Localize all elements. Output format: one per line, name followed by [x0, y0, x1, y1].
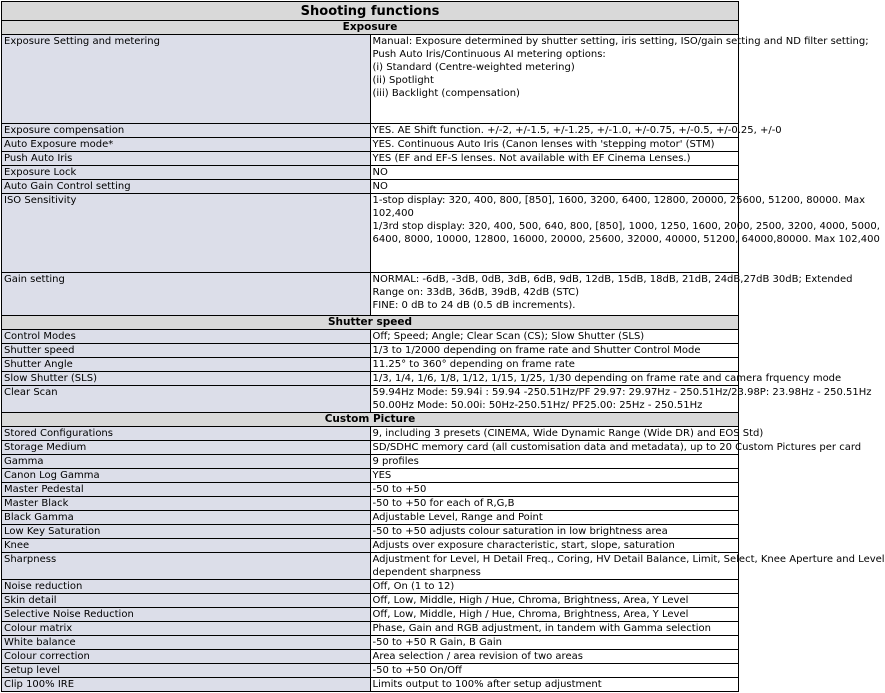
value-line: YES. AE Shift function. +/-2, +/-1.5, +/-1.25, +/-1.0, +/-0.75, +/-0.5, +/-0.25, +/-0: [372, 125, 782, 136]
table-row: [2, 386, 739, 413]
value-line: YES. Continuous Auto Iris (Canon lenses with 'stepping motor' (STM): [372, 139, 715, 150]
row-label: Gamma: [2, 455, 371, 469]
table-row: [2, 469, 739, 483]
row-label: Control Modes: [2, 330, 371, 344]
value-line: Limits output to 100% after setup adjustment: [372, 679, 602, 690]
value-line: -50 to +50: [372, 484, 427, 495]
value-line: 1/3, 1/4, 1/6, 1/8, 1/12, 1/15, 1/25, 1/30 depending on frame rate and camera frquency mode: [372, 373, 842, 384]
spec-table: [1, 1, 885, 692]
section-header-row: [2, 413, 739, 427]
row-value: [370, 138, 739, 152]
table-row: [2, 622, 739, 636]
section-header-row: [2, 21, 739, 35]
row-label: Clip 100% IRE: [2, 678, 371, 692]
row-value: [370, 455, 739, 469]
row-value: [370, 650, 739, 664]
value-line: FINE: 0 dB to 24 dB (0.5 dB increments).: [372, 300, 576, 311]
value-line: (ii) Spotlight: [372, 75, 434, 86]
row-value: [370, 483, 739, 497]
table-row: [2, 525, 739, 539]
row-value: [370, 194, 880, 273]
value-line: NO: [372, 181, 388, 192]
row-label: Auto Gain Control setting: [2, 180, 371, 194]
row-value: [370, 678, 739, 692]
table-row: [2, 580, 739, 594]
row-label: Shutter speed: [2, 344, 371, 358]
row-label: Canon Log Gamma: [2, 469, 371, 483]
row-value: [370, 152, 739, 166]
row-label: Gain setting: [2, 273, 371, 316]
row-label: Low Key Saturation: [2, 525, 371, 539]
section-header-row: [2, 316, 739, 330]
value-line: 1-stop display: 320, 400, 800, [850], 1600, 3200, 6400, 12800, 20000, 25600, 51200, 80000. Max: [372, 195, 866, 206]
row-value: [370, 608, 739, 622]
row-value: [370, 525, 739, 539]
row-value: [370, 180, 739, 194]
section-header: Exposure: [2, 21, 739, 35]
row-label: Exposure compensation: [2, 124, 371, 138]
value-line: NORMAL: -6dB, -3dB, 0dB, 3dB, 6dB, 9dB, 12dB, 15dB, 18dB, 21dB, 24dB,27dB 30dB; Extended: [372, 274, 853, 285]
value-line: Push Auto Iris/Continuous AI metering options:: [372, 49, 606, 60]
value-line: 6400, 8000, 10000, 12800, 16000, 20000, 25600, 32000, 40000, 51200, 64000,80000. Max 102,400: [372, 234, 880, 245]
table-row: [2, 497, 739, 511]
row-label: Sharpness: [2, 553, 371, 580]
table-row: [2, 35, 739, 124]
value-line: Adjustable Level, Range and Point: [372, 512, 543, 523]
row-value: [370, 636, 739, 650]
table-row: [2, 678, 739, 692]
table-row: [2, 180, 739, 194]
value-line: Off, Low, Middle, High / Hue, Chroma, Brightness, Area, Y Level: [372, 595, 689, 606]
table-row: [2, 194, 739, 273]
section-header: Shutter speed: [2, 316, 739, 330]
row-value: [370, 664, 739, 678]
value-line: Phase, Gain and RGB adjustment, in tandem with Gamma selection: [372, 623, 711, 634]
row-label: ISO Sensitivity: [2, 194, 371, 273]
row-value: [370, 344, 739, 358]
value-line: Manual: Exposure determined by shutter setting, iris setting, ISO/gain setting and ND filter setting;: [372, 36, 869, 47]
table-row: [2, 166, 739, 180]
table-row: [2, 455, 739, 469]
value-line: 9 profiles: [372, 456, 419, 467]
row-value: [370, 441, 862, 455]
row-label: Stored Configurations: [2, 427, 371, 441]
row-label: Exposure Lock: [2, 166, 371, 180]
row-label: Colour correction: [2, 650, 371, 664]
row-label: Exposure Setting and metering: [2, 35, 371, 124]
table-row: [2, 608, 739, 622]
table-row: [2, 511, 739, 525]
table-row: [2, 124, 739, 138]
value-line: -50 to +50 R Gain, B Gain: [372, 637, 503, 648]
table-row: [2, 358, 739, 372]
value-line: (iii) Backlight (compensation): [372, 88, 520, 99]
row-value: [370, 372, 842, 386]
row-label: Noise reduction: [2, 580, 371, 594]
row-label: Selective Noise Reduction: [2, 608, 371, 622]
table-row: [2, 553, 739, 580]
value-line: Off, Low, Middle, High / Hue, Chroma, Brightness, Area, Y Level: [372, 609, 689, 620]
table-row: [2, 372, 739, 386]
row-value: [370, 497, 739, 511]
row-label: Auto Exposure mode*: [2, 138, 371, 152]
row-label: White balance: [2, 636, 371, 650]
row-label: Colour matrix: [2, 622, 371, 636]
table-title: Shooting functions: [2, 2, 739, 21]
table-row: [2, 664, 739, 678]
value-line: Area selection / area revision of two areas: [372, 651, 583, 662]
table-row: [2, 427, 739, 441]
row-value: [370, 427, 764, 441]
row-label: Master Black: [2, 497, 371, 511]
table-row: [2, 138, 739, 152]
row-value: [370, 386, 872, 413]
value-line: 1/3rd stop display: 320, 400, 500, 640, 800, [850], 1000, 1250, 1600, 2000, 2500, 3200, 4000, 5000,: [372, 221, 880, 232]
row-value: [370, 580, 739, 594]
value-line: 1/3 to 1/2000 depending on frame rate and Shutter Control Mode: [372, 345, 701, 356]
shooting-functions-table: [1, 1, 885, 692]
value-line: dependent sharpness: [372, 567, 481, 578]
row-value: [370, 511, 739, 525]
value-line: YES (EF and EF-S lenses. Not available with EF Cinema Lenses.): [372, 153, 691, 164]
row-label: Setup level: [2, 664, 371, 678]
value-line: -50 to +50 adjusts colour saturation in low brightness area: [372, 526, 668, 537]
table-row: [2, 273, 739, 316]
value-line: (i) Standard (Centre-weighted metering): [372, 62, 575, 73]
table-title-row: [2, 2, 739, 21]
row-label: Shutter Angle: [2, 358, 371, 372]
row-value: [370, 35, 869, 124]
row-value: [370, 124, 782, 138]
row-label: Push Auto Iris: [2, 152, 371, 166]
value-line: -50 to +50 for each of R,G,B: [372, 498, 515, 509]
table-row: [2, 344, 739, 358]
row-label: Knee: [2, 539, 371, 553]
value-line: NO: [372, 167, 388, 178]
row-value: [370, 166, 739, 180]
table-row: [2, 152, 739, 166]
section-header: Custom Picture: [2, 413, 739, 427]
value-line: Adjusts over exposure characteristic, start, slope, saturation: [372, 540, 675, 551]
row-value: [370, 622, 739, 636]
table-row: [2, 483, 739, 497]
row-value: [370, 469, 739, 483]
table-row: [2, 594, 739, 608]
value-line: SD/SDHC memory card (all customisation data and metadata), up to 20 Custom Pictures per card: [372, 442, 862, 453]
row-label: Black Gamma: [2, 511, 371, 525]
row-value: [370, 539, 739, 553]
row-label: Skin detail: [2, 594, 371, 608]
table-row: [2, 650, 739, 664]
table-row: [2, 441, 739, 455]
value-line: 102,400: [372, 208, 414, 219]
value-line: Range on: 33dB, 36dB, 39dB, 42dB (STC): [372, 287, 580, 298]
value-line: 11.25° to 360° depending on frame rate: [372, 359, 575, 370]
value-line: YES: [372, 470, 392, 481]
row-label: Storage Medium: [2, 441, 371, 455]
value-line: 9, including 3 presets (CINEMA, Wide Dynamic Range (Wide DR) and EOS Std): [372, 428, 764, 439]
row-value: [370, 273, 853, 316]
value-line: -50 to +50 On/Off: [372, 665, 462, 676]
table-row: [2, 330, 739, 344]
row-label: Master Pedestal: [2, 483, 371, 497]
value-line: Off, On (1 to 12): [372, 581, 455, 592]
value-line: 59.94Hz Mode: 59.94i : 59.94 -250.51Hz/PF 29.97: 29.97Hz - 250.51Hz/23.98P: 23.98Hz - 250.51Hz: [372, 387, 872, 398]
spec-table-body: [2, 2, 885, 692]
table-row: [2, 539, 739, 553]
table-row: [2, 636, 739, 650]
row-value: [370, 358, 739, 372]
value-line: Adjustment for Level, H Detail Freq., Coring, HV Detail Balance, Limit, Select, Knee Aperture and Level: [372, 554, 885, 565]
row-label: Clear Scan: [2, 386, 371, 413]
value-line: Off; Speed; Angle; Clear Scan (CS); Slow Shutter (SLS): [372, 331, 645, 342]
row-value: [370, 553, 885, 580]
row-label: Slow Shutter (SLS): [2, 372, 371, 386]
row-value: [370, 594, 739, 608]
value-line: 50.00Hz Mode: 50.00i: 50Hz-250.51Hz/ PF25.00: 25Hz - 250.51Hz: [372, 400, 703, 411]
row-value: [370, 330, 739, 344]
